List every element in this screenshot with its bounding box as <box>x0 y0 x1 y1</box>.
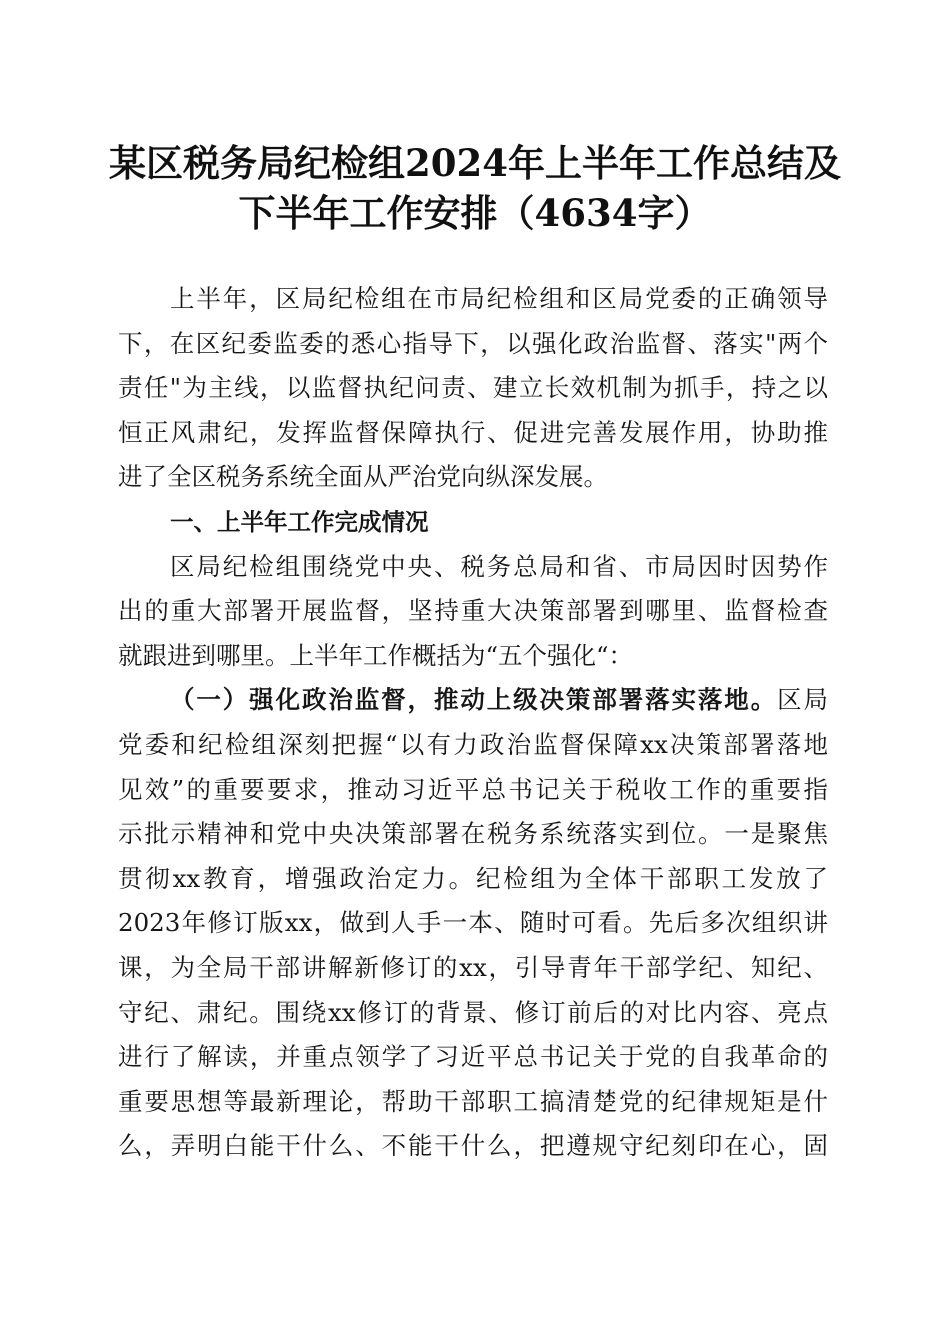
paragraph-line: 示批示精神和党中央决策部署在税务系统落实到位。一是聚焦 <box>118 819 828 849</box>
paragraph-line: 么，弄明白能干什么、不能干什么，把遵规守纪刻印在心，固 <box>118 1131 828 1161</box>
paragraph-line: 进了全区税务系统全面从严治党向纵深发展。 <box>118 462 608 492</box>
paragraph-line: 就跟进到哪里。上半年工作概括为“五个强化“： <box>118 640 634 670</box>
paragraph-line: 进行了解读，并重点领学了习近平总书记关于党的自我革命的 <box>118 1042 828 1072</box>
paragraph-line: 课，为全局干部讲解新修订的xx，引导青年干部学纪、知纪、 <box>118 952 828 982</box>
paragraph-line: 出的重大部署开展监督，坚持重大决策部署到哪里、监督检查 <box>118 596 828 626</box>
section-heading: 一、上半年工作完成情况 <box>170 507 429 536</box>
paragraph-line: 党委和纪检组深刻把握“以有力政治监督保障xx决策部署落地 <box>118 729 828 759</box>
paragraph-line: 上半年，区局纪检组在市局纪检组和区局党委的正确领导 <box>170 284 828 313</box>
document-title <box>60 138 890 238</box>
paragraph-line: 贯彻xx教育，增强政治定力。纪检组为全体干部职工发放了 <box>118 863 828 893</box>
paragraph-line: 责任"为主线，以监督执纪问责、建立长效机制为抓手，持之以 <box>118 373 828 403</box>
paragraph-line <box>118 678 828 723</box>
paragraph-line: 见效”的重要要求，推动习近平总书记关于税收工作的重要指 <box>118 774 828 804</box>
subsection-lead: （一）强化政治监督，推动上级决策部署落实落地。 <box>170 685 778 715</box>
title-line-2: 下半年工作安排（4634字） <box>238 191 712 235</box>
paragraph-line: 下，在区纪委监委的悉心指导下，以强化政治监督、落实"两个 <box>118 328 828 358</box>
title-line-1: 某区税务局纪检组2024年上半年工作总结及 <box>109 141 841 185</box>
subsection-lead-tail: 区局 <box>777 685 829 715</box>
paragraph-line: 重要思想等最新理论，帮助干部职工搞清楚党的纪律规矩是什 <box>118 1086 828 1116</box>
paragraph-line: 守纪、肃纪。围绕xx修订的背景、修订前后的对比内容、亮点 <box>118 997 828 1027</box>
paragraph-line: 2023年修订版xx，做到人手一本、随时可看。先后多次组织讲 <box>118 908 828 938</box>
document-body <box>118 277 828 1169</box>
paragraph-line: 恒正风肃纪，发挥监督保障执行、促进完善发展作用，协助推 <box>118 417 828 447</box>
paragraph-line: 区局纪检组围绕党中央、税务总局和省、市局因时因势作 <box>170 551 828 581</box>
